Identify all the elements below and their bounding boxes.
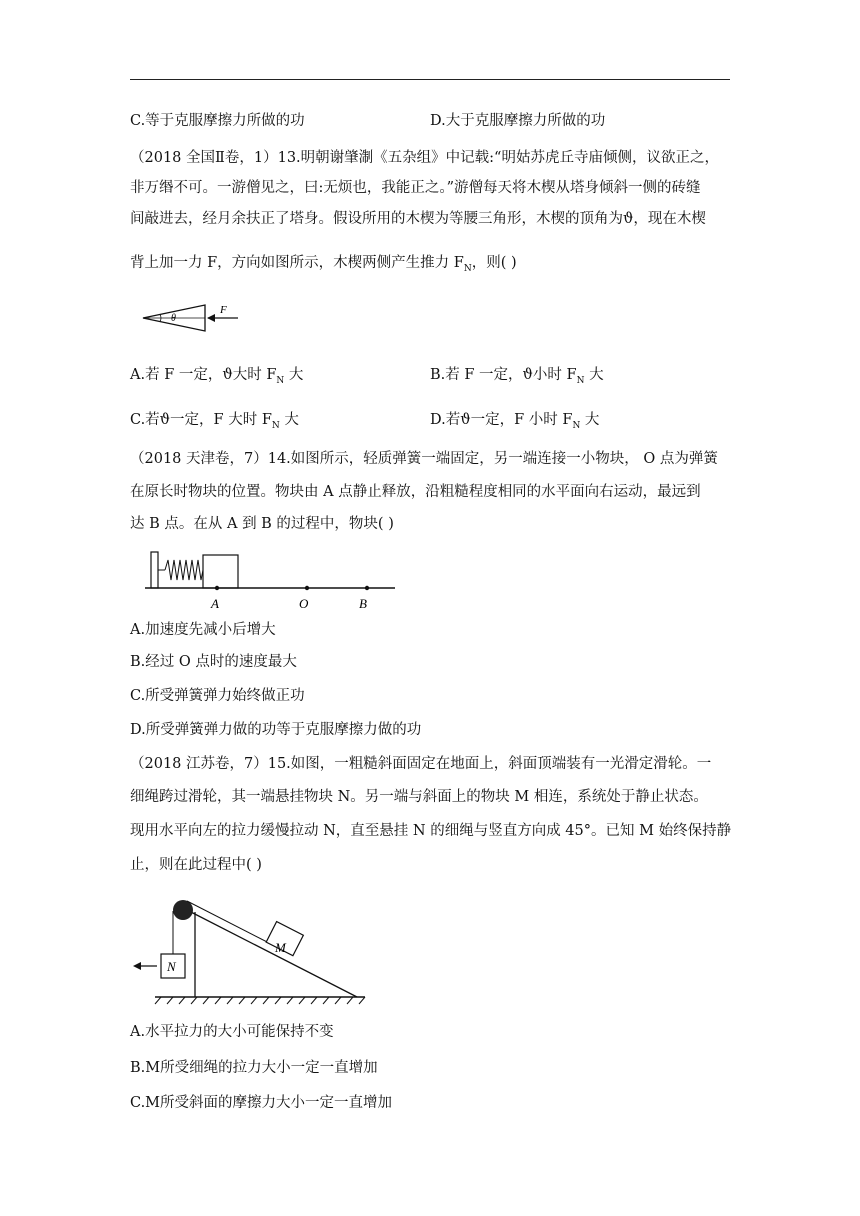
- wedge-theta-label: θ: [171, 313, 176, 324]
- label-n: N: [167, 959, 176, 974]
- q14-option-b: B.经过 O 点时的速度最大: [130, 654, 297, 670]
- label-a: A: [211, 596, 219, 611]
- block: [203, 555, 238, 588]
- q13-option-b: B.若 F 一定，ϑ小时 $F_N$ 大: [430, 367, 604, 386]
- ground-hatching: [155, 997, 365, 1004]
- incline-figure: [125, 890, 375, 1010]
- q14-stem-line1: （2018 天津卷，7）14.如图所示，轻质弹簧一端固定，另一端连接一小物块， O 点为弹簧: [130, 451, 718, 467]
- q12-option-d: D.大于克服摩擦力所做的功: [430, 113, 606, 129]
- q15-stem-line1: （2018 江苏卷，7）15.如图，一粗糙斜面固定在地面上，斜面顶端装有一光滑定滑轮。一: [130, 756, 712, 772]
- fixed-wall: [151, 552, 158, 588]
- q13-option-c: C.若ϑ一定，F 大时 $F_N$ 大: [130, 412, 299, 431]
- q13-stem-line1: （2018 全国Ⅱ卷，1）13.明朝谢肇淛《五杂组》中记载:“明姑苏虎丘寺庙倾侧，议欲正之，: [130, 150, 719, 166]
- spring-figure: [145, 548, 400, 616]
- rope-to-m: [187, 901, 273, 945]
- q15-stem-line3: 现用水平向左的拉力缓慢拉动 N，直至悬挂 N 的细绳与竖直方向成 45°。已知 M 始终保持静: [130, 823, 732, 839]
- pull-arrow-head: [133, 962, 141, 970]
- q15-stem-line4: 止，则在此过程中( ): [130, 857, 262, 873]
- q13-option-a: A.若 F 一定，ϑ大时 $F_N$ 大: [130, 367, 304, 386]
- force-arrow-head: [207, 314, 215, 322]
- q13-stem-line4: 背上加一力 F，方向如图所示，木楔两侧产生推力 $F_N$，则( ): [130, 255, 517, 274]
- q15-option-b: B.M所受细绳的拉力大小一定一直增加: [130, 1060, 378, 1076]
- q14-stem-line3: 达 B 点。在从 A 到 B 的过程中，物块( ): [130, 516, 394, 532]
- label-o: O: [299, 596, 309, 611]
- q15-option-c: C.M所受斜面的摩擦力大小一定一直增加: [130, 1095, 393, 1111]
- q14-stem-line2: 在原长时物块的位置。物块由 A 点静止释放，沿粗糙程度相同的水平面向右运动，最远到: [130, 484, 701, 500]
- q13-stem-line3: 间敲进去，经月余扶正了塔身。假设所用的木楔为等腰三角形，木楔的顶角为ϑ，现在木楔: [130, 211, 706, 227]
- wedge-figure: [138, 300, 248, 336]
- point-o: [305, 586, 309, 590]
- q15-option-a: A.水平拉力的大小可能保持不变: [130, 1024, 334, 1040]
- label-m: M: [275, 940, 286, 955]
- q14-option-c: C.所受弹簧弹力始终做正功: [130, 688, 305, 704]
- label-b: B: [359, 596, 367, 611]
- q12-option-c: C.等于克服摩擦力所做的功: [130, 113, 305, 129]
- q15-stem-line2: 细绳跨过滑轮，其一端悬挂物块 N。另一端与斜面上的物块 M 相连，系统处于静止状态。: [130, 789, 708, 805]
- point-b: [365, 586, 369, 590]
- incline-surface: [187, 910, 357, 997]
- point-a: [215, 586, 219, 590]
- q13-option-d: D.若ϑ一定，F 小时 $F_N$ 大: [430, 412, 600, 431]
- q14-option-d: D.所受弹簧弹力做的功等于克服摩擦力做的功: [130, 722, 422, 738]
- spring: [165, 560, 203, 580]
- q13-stem-line2: 非万缗不可。一游僧见之，曰:无烦也，我能正之。”游僧每天将木楔从塔身倾斜一侧的砖缝: [130, 180, 701, 196]
- q14-option-a: A.加速度先减小后增大: [130, 622, 276, 638]
- wedge-force-label: F: [220, 304, 227, 316]
- header-rule: [130, 79, 730, 80]
